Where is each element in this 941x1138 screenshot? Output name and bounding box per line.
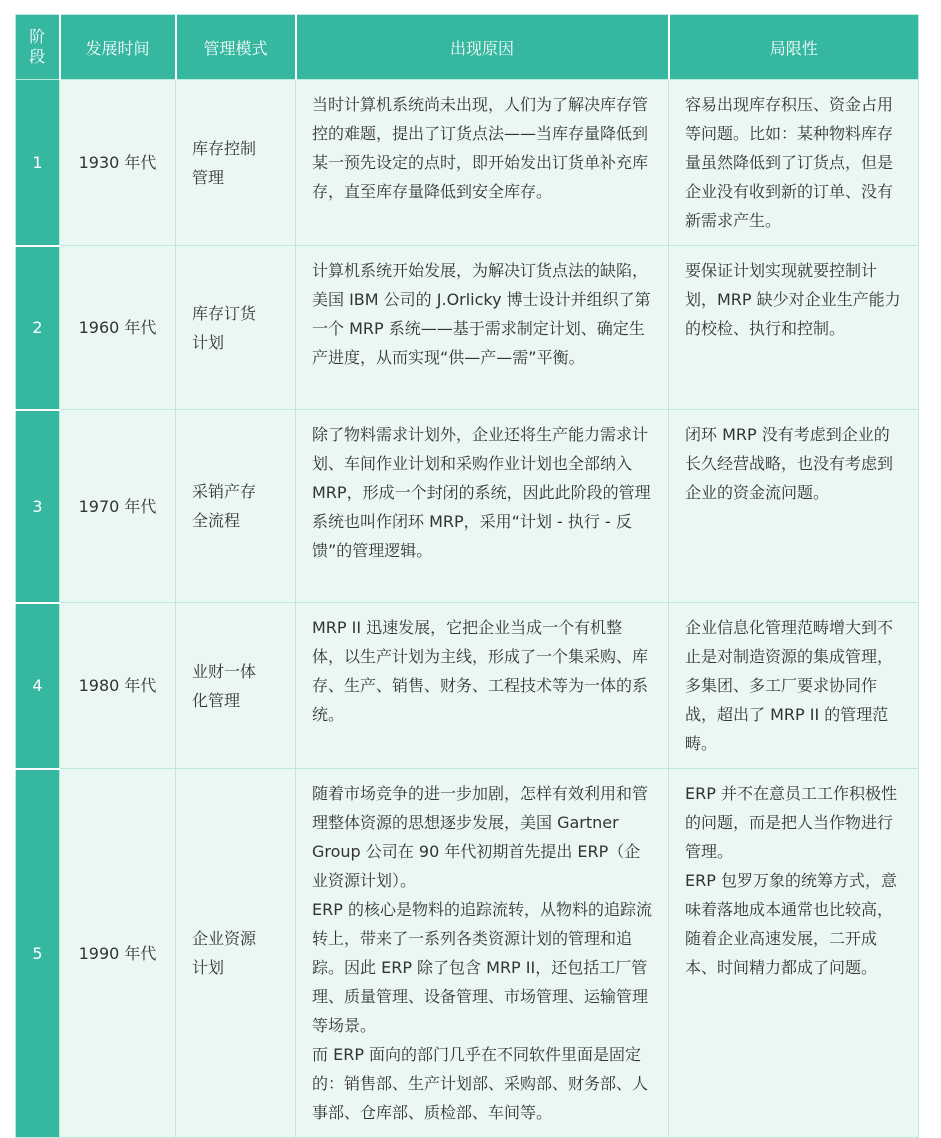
reason-paragraph: 而 ERP 面向的部门几乎在不同软件里面是固定的：销售部、生产计划部、采购部、财务部、人事部、仓库部、质检部、车间等。	[312, 1045, 649, 1122]
reason-paragraph: 随着市场竞争的进一步加剧，怎样有效利用和管理整体资源的思想逐步发展，美国 Gartner Group 公司在 90 年代初期首先提出 ERP（企业资源计划）。	[312, 784, 649, 890]
mode-text: 企业资源计划	[192, 929, 257, 977]
reason-cell	[296, 410, 669, 603]
header-time: 发展时间	[60, 15, 176, 80]
header-stage-label: 阶段	[29, 27, 46, 66]
mode-text: 采销产存全流程	[192, 482, 257, 530]
mode-text: 业财一体化管理	[192, 661, 257, 710]
table-row	[16, 410, 919, 603]
limit-cell	[669, 603, 919, 769]
mode-cell	[176, 769, 296, 1138]
table-row	[16, 246, 919, 410]
stage-cell: 3	[16, 410, 60, 603]
mode-text: 库存订货计划	[192, 303, 257, 352]
limit-cell	[669, 80, 919, 246]
reason-cell	[296, 80, 669, 246]
mode-cell	[176, 603, 296, 769]
header-reason: 出现原因	[296, 15, 669, 80]
header-limit: 局限性	[669, 15, 919, 80]
erp-history-table-container	[15, 14, 918, 1138]
reason-cell	[296, 769, 669, 1138]
reason-paragraph: 除了物料需求计划外，企业还将生产能力需求计划、车间作业计划和采购作业计划也全部纳入 MRP，形成一个封闭的系统，因此此阶段的管理系统也叫作闭环 MRP，采用“计划 - 执行 - 反馈”的管理逻辑。	[312, 425, 651, 560]
limit-paragraph: 闭环 MRP 没有考虑到企业的长久经营战略，也没有考虑到企业的资金流问题。	[685, 425, 894, 502]
time-cell: 1970 年代	[60, 410, 176, 603]
reason-paragraph: 当时计算机系统尚未出现，人们为了解决库存管控的难题，提出了订货点法——当库存量降低到某一预先设定的点时，即开始发出订货单补充库存，直至库存量降低到安全库存。	[312, 95, 649, 201]
table-row	[16, 80, 919, 246]
mode-text: 库存控制管理	[192, 138, 257, 187]
erp-history-table	[15, 14, 919, 1138]
limit-paragraph: 要保证计划实现就要控制计划，MRP 缺少对企业生产能力的校检、执行和控制。	[685, 261, 901, 338]
mode-cell	[176, 410, 296, 603]
time-cell: 1960 年代	[60, 246, 176, 410]
stage-cell: 4	[16, 603, 60, 769]
limit-paragraph: 企业信息化管理范畴增大到不止是对制造资源的集成管理，多集团、多工厂要求协同作战，超出了 MRP II 的管理范畴。	[685, 618, 894, 753]
table-header-row	[16, 15, 919, 80]
reason-paragraph: ERP 的核心是物料的追踪流转，从物料的追踪流转上，带来了一系列各类资源计划的管理和追踪。因此 ERP 除了包含 MRP II，还包括工厂管理、质量管理、设备管理、市场管理、运输管理等场景。	[312, 900, 652, 1035]
time-cell: 1990 年代	[60, 769, 176, 1138]
limit-cell	[669, 769, 919, 1138]
table-row	[16, 603, 919, 769]
limit-paragraph: ERP 并不在意员工工作积极性的问题，而是把人当作物进行管理。	[685, 784, 897, 861]
header-mode: 管理模式	[176, 15, 296, 80]
reason-paragraph: 计算机系统开始发展，为解决订货点法的缺陷，美国 IBM 公司的 J.Orlicky 博士设计并组织了第一个 MRP 系统——基于需求制定计划、确定生产进度，从而实现“供—产—需”平衡。	[312, 261, 651, 367]
limit-cell	[669, 410, 919, 603]
reason-cell	[296, 246, 669, 410]
stage-cell: 2	[16, 246, 60, 410]
mode-cell	[176, 80, 296, 246]
limit-cell	[669, 246, 919, 410]
reason-paragraph: MRP II 迅速发展，它把企业当成一个有机整体，以生产计划为主线，形成了一个集采购、库存、生产、销售、财务、工程技术等为一体的系统。	[312, 618, 649, 724]
time-cell: 1980 年代	[60, 603, 176, 769]
time-cell: 1930 年代	[60, 80, 176, 246]
table-row	[16, 769, 919, 1138]
stage-cell: 1	[16, 80, 60, 246]
stage-cell: 5	[16, 769, 60, 1138]
limit-paragraph: 容易出现库存积压、资金占用等问题。比如：某种物料库存量虽然降低到了订货点，但是企业没有收到新的订单、没有新需求产生。	[685, 95, 894, 230]
limit-paragraph: ERP 包罗万象的统筹方式，意味着落地成本通常也比较高，随着企业高速发展，二开成本、时间精力都成了问题。	[685, 871, 897, 977]
reason-cell	[296, 603, 669, 769]
header-stage	[16, 15, 60, 80]
mode-cell	[176, 246, 296, 410]
